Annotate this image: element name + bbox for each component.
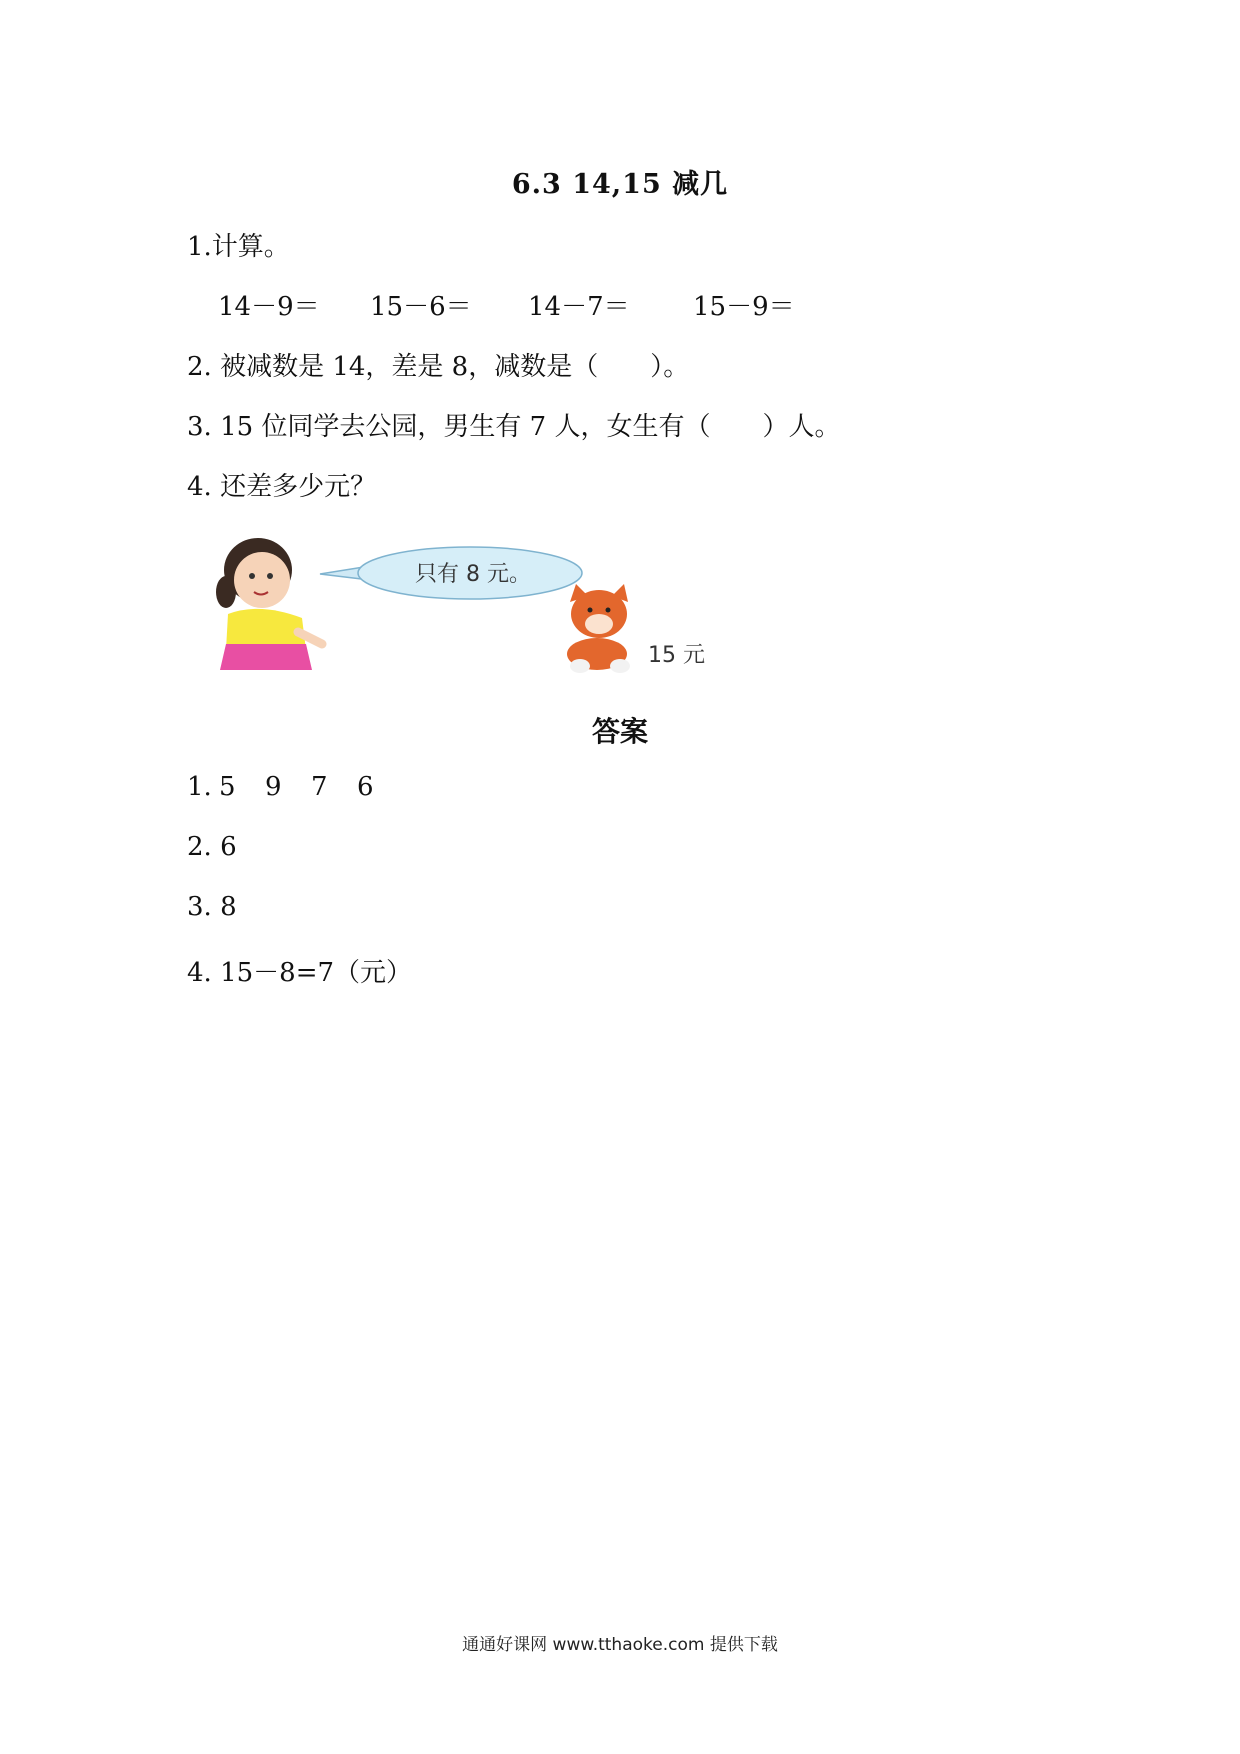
calc-item: 14－9＝: [218, 292, 320, 322]
answer-3: 3. 8: [187, 892, 237, 922]
fox-toy-illustration: [567, 584, 630, 673]
footer-source: 通通好课网 www.tthaoke.com 提供下载: [462, 1635, 778, 1655]
question-4: 4. 还差多少元？: [187, 472, 377, 502]
answer-value: 6: [357, 772, 374, 802]
answers-heading: 答案: [591, 715, 648, 748]
answer-1-label: 1.: [187, 772, 212, 802]
calc-item: 15－9＝: [693, 292, 795, 322]
question-1-heading: 1.计算。: [187, 232, 290, 262]
answer-2: 2. 6: [187, 832, 237, 862]
price-label: 15 元: [648, 643, 705, 668]
girl-illustration: [216, 538, 322, 670]
calc-item: 14－7＝: [528, 292, 630, 322]
question-2: 2. 被减数是 14，差是 8，减数是（ ）。: [187, 352, 690, 382]
page-title: 6.3 14,15 减几: [511, 169, 729, 200]
speech-text: 只有 8 元。: [415, 562, 531, 587]
speech-bubble: [320, 547, 582, 599]
answer-value: 5: [219, 772, 236, 802]
answer-value: 7: [311, 772, 328, 802]
question-3: 3. 15 位同学去公园，男生有 7 人，女生有（ ）人。: [187, 412, 841, 442]
question-4-illustration: [210, 532, 770, 674]
answer-4: 4. 15－8=7（元）: [187, 958, 413, 988]
answer-value: 9: [265, 772, 282, 802]
calc-item: 15－6＝: [370, 292, 472, 322]
